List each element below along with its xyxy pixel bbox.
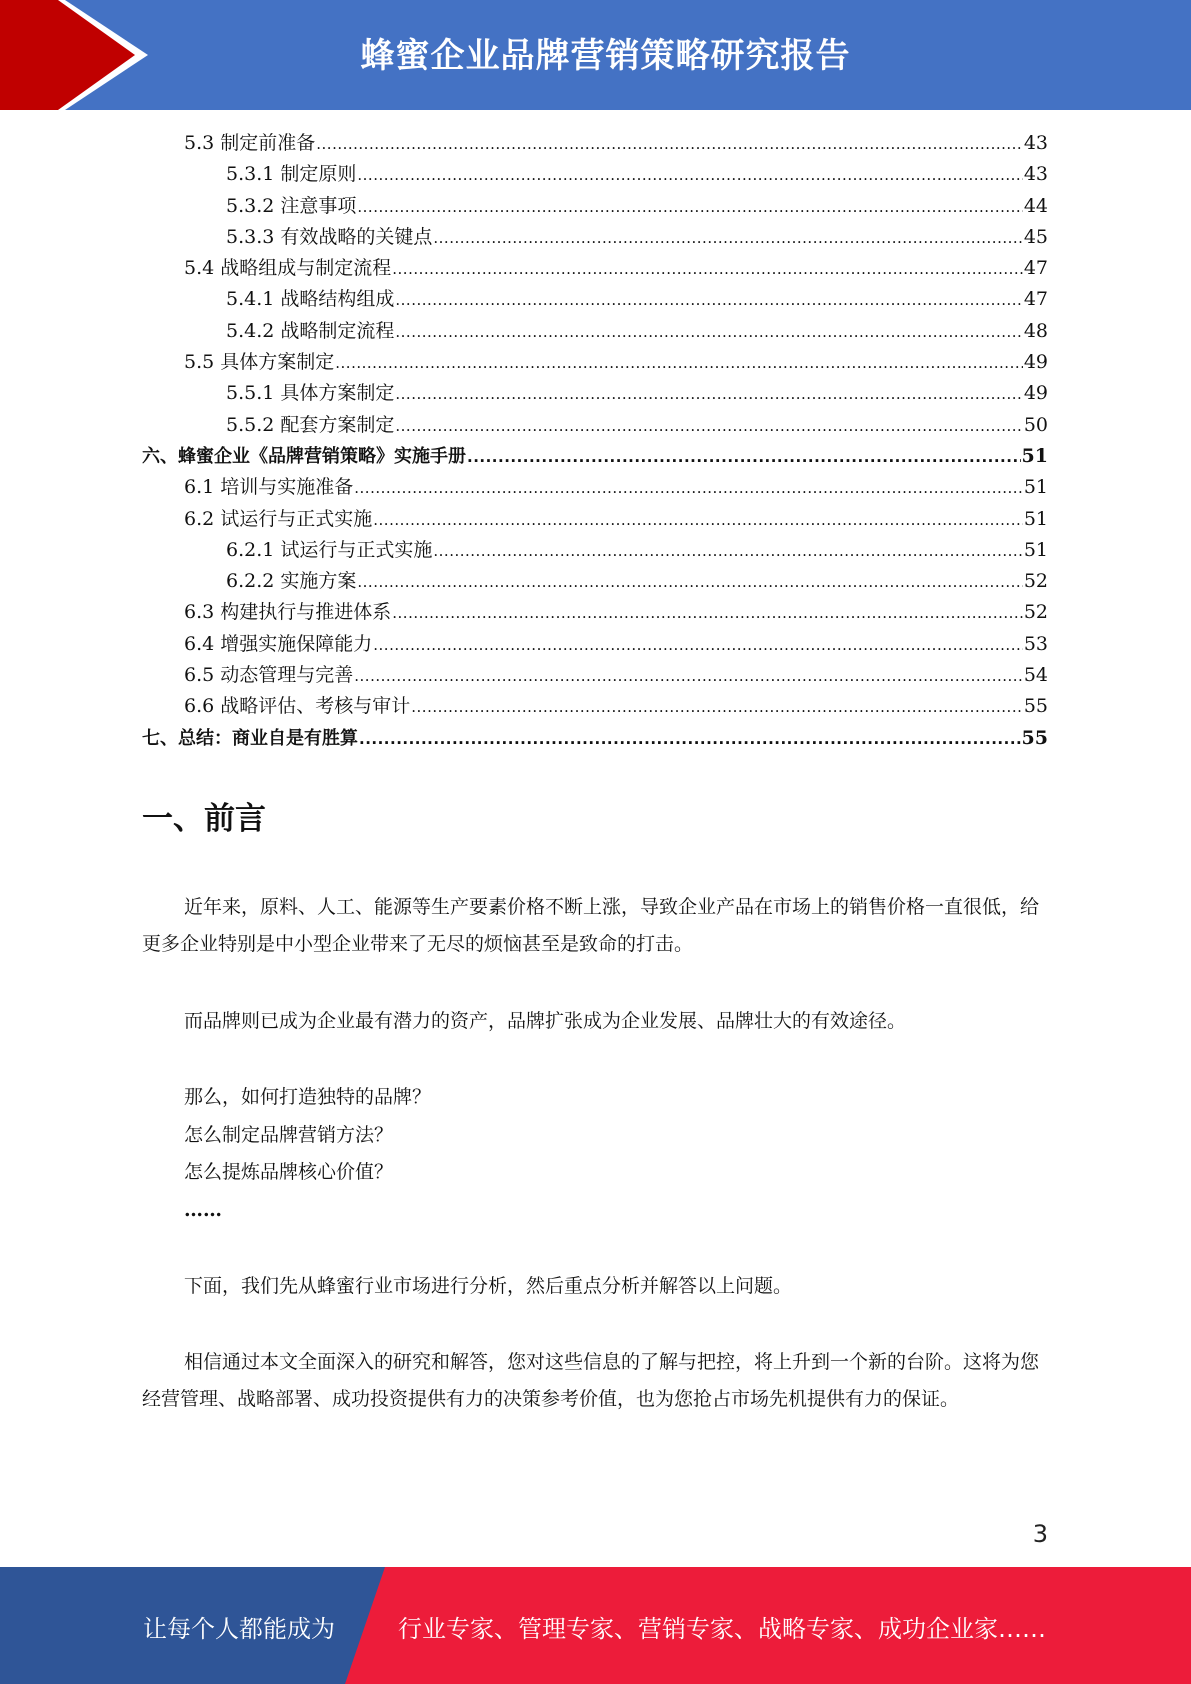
question-item: 怎么制定品牌营销方法？ — [184, 1123, 394, 1146]
toc-dot-leader — [357, 567, 1022, 598]
toc-entry-label: 6.2.2 实施方案 — [226, 570, 357, 593]
toc-entry-label: 6.2.1 试运行与正式实施 — [226, 538, 433, 561]
toc-dot-leader — [392, 598, 1023, 629]
page-number: 3 — [1032, 1520, 1048, 1548]
toc-entry[interactable] — [142, 723, 1048, 754]
toc-entry-label: 6.6 战略评估、考核与审计 — [184, 695, 411, 718]
question-item: 怎么提炼品牌核心价值？ — [184, 1161, 394, 1183]
toc-entry-label: 5.5 具体方案制定 — [184, 351, 335, 374]
question-item: 那么，如何打造独特的品牌？ — [184, 1086, 432, 1108]
toc-entry-page: 52 — [1023, 570, 1048, 593]
footer-slogan-left: 让每个人都能成为 — [143, 1615, 335, 1643]
toc-dot-leader — [433, 223, 1022, 254]
paragraph-conclusion — [142, 1344, 1047, 1418]
toc-entry-page: 48 — [1023, 319, 1048, 342]
toc-dot-leader — [433, 536, 1022, 567]
toc-entry-label: 5.3.3 有效战略的关键点 — [226, 225, 433, 248]
paragraph-text: 相信通过本文全面深入的研究和解答，您对这些信息的了解与把控，将上升到一个新的台阶。这将为您经营管理、战略部署、成功投资提供有力的决策参考价值，也为您抢占市场先机提供有力的保证。 — [142, 1351, 1040, 1410]
toc-dot-leader — [395, 379, 1022, 410]
toc-entry-page: 52 — [1023, 601, 1048, 624]
toc-entry-page: 45 — [1023, 225, 1048, 248]
question-ellipsis: …… — [184, 1198, 222, 1221]
toc-dot-leader — [395, 285, 1022, 316]
toc-dot-leader — [357, 192, 1022, 223]
toc-dot-leader — [373, 630, 1023, 661]
table-of-contents — [142, 128, 1048, 754]
toc-entry-label: 6.1 培训与实施准备 — [184, 476, 354, 499]
toc-dot-leader — [467, 442, 1021, 473]
toc-entry-label: 5.4 战略组成与制定流程 — [184, 257, 392, 280]
toc-entry-page: 53 — [1023, 632, 1048, 655]
toc-dot-leader — [411, 692, 1023, 723]
toc-entry[interactable] — [142, 347, 1048, 378]
toc-entry[interactable] — [142, 472, 1048, 503]
toc-dot-leader — [395, 411, 1022, 442]
toc-entry[interactable] — [142, 441, 1048, 472]
toc-entry-page: 50 — [1023, 413, 1048, 436]
toc-dot-leader — [392, 254, 1023, 285]
toc-entry-page: 51 — [1021, 444, 1048, 467]
toc-entry[interactable] — [142, 128, 1048, 159]
toc-entry[interactable] — [142, 284, 1048, 315]
toc-entry[interactable] — [142, 629, 1048, 660]
toc-dot-leader — [335, 348, 1023, 379]
toc-entry[interactable] — [142, 159, 1048, 190]
toc-dot-leader — [357, 160, 1022, 191]
toc-entry-page: 49 — [1023, 382, 1048, 405]
paragraph-brand — [142, 1003, 1047, 1040]
toc-entry-label: 5.4.1 战略结构组成 — [226, 288, 395, 311]
footer-slogan-right: 行业专家、管理专家、营销专家、战略专家、成功企业家…… — [398, 1615, 1046, 1643]
toc-dot-leader — [373, 505, 1023, 536]
toc-entry-page: 43 — [1023, 163, 1048, 186]
toc-entry[interactable] — [142, 504, 1048, 535]
question-list — [142, 1079, 1047, 1229]
toc-dot-leader — [354, 473, 1023, 504]
toc-entry-page: 51 — [1023, 476, 1048, 499]
toc-entry[interactable] — [142, 253, 1048, 284]
toc-entry-page: 55 — [1021, 726, 1048, 749]
toc-entry-page: 44 — [1023, 194, 1048, 217]
toc-entry-label: 6.3 构建执行与推进体系 — [184, 601, 392, 624]
toc-entry-page: 43 — [1023, 132, 1048, 154]
toc-entry-page: 51 — [1023, 507, 1048, 530]
toc-entry[interactable] — [142, 191, 1048, 222]
toc-entry[interactable] — [142, 566, 1048, 597]
toc-entry[interactable] — [142, 660, 1048, 691]
toc-entry-page: 47 — [1023, 257, 1048, 280]
paragraph-text: 近年来，原料、人工、能源等生产要素价格不断上涨，导致企业产品在市场上的销售价格一直很低，给更多企业特别是中小型企业带来了无尽的烦恼甚至是致命的打击。 — [142, 896, 1040, 955]
toc-entry[interactable] — [142, 597, 1048, 628]
toc-entry-page: 47 — [1023, 288, 1048, 311]
toc-entry[interactable] — [142, 316, 1048, 347]
toc-entry-page: 49 — [1023, 351, 1048, 374]
toc-dot-leader — [359, 724, 1021, 755]
toc-entry-label: 5.5.1 具体方案制定 — [226, 382, 395, 405]
page-footer — [0, 1567, 1191, 1684]
toc-entry-label: 6.5 动态管理与完善 — [184, 664, 354, 687]
toc-entry-label: 5.3.1 制定原则 — [226, 163, 357, 186]
toc-entry-label: 5.5.2 配套方案制定 — [226, 413, 395, 436]
toc-entry-label: 5.3.2 注意事项 — [226, 194, 357, 217]
toc-entry[interactable] — [142, 410, 1048, 441]
toc-entry-page: 51 — [1023, 538, 1048, 561]
paragraph-text: 而品牌则已成为企业最有潜力的资产，品牌扩张成为企业发展、品牌壮大的有效途径。 — [184, 1010, 907, 1032]
toc-dot-leader — [354, 661, 1023, 692]
toc-entry[interactable] — [142, 691, 1048, 722]
toc-entry-label: 6.4 增强实施保障能力 — [184, 632, 373, 655]
toc-entry-page: 55 — [1023, 695, 1048, 718]
toc-entry-label: 七、总结：商业自是有胜算 — [142, 727, 358, 749]
toc-dot-leader — [395, 317, 1022, 348]
page-header — [0, 0, 1191, 110]
toc-entry-label: 6.2 试运行与正式实施 — [184, 507, 373, 530]
toc-entry[interactable] — [142, 535, 1048, 566]
section-title: 一、前言 — [142, 801, 266, 837]
toc-entry-label: 六、蜂蜜企业《品牌营销策略》实施手册 — [142, 445, 466, 467]
paragraph-intro — [142, 889, 1047, 963]
toc-entry[interactable] — [142, 222, 1048, 253]
paragraph-analysis — [142, 1268, 1047, 1305]
toc-entry-label: 5.3 制定前准备 — [184, 132, 316, 154]
toc-dot-leader — [316, 129, 1023, 160]
toc-entry[interactable] — [142, 378, 1048, 409]
header-title: 蜂蜜企业品牌营销策略研究报告 — [360, 36, 851, 76]
toc-entry-page: 54 — [1023, 664, 1048, 687]
paragraph-text: 下面，我们先从蜂蜜行业市场进行分析，然后重点分析并解答以上问题。 — [184, 1275, 793, 1297]
toc-entry-label: 5.4.2 战略制定流程 — [226, 319, 395, 342]
